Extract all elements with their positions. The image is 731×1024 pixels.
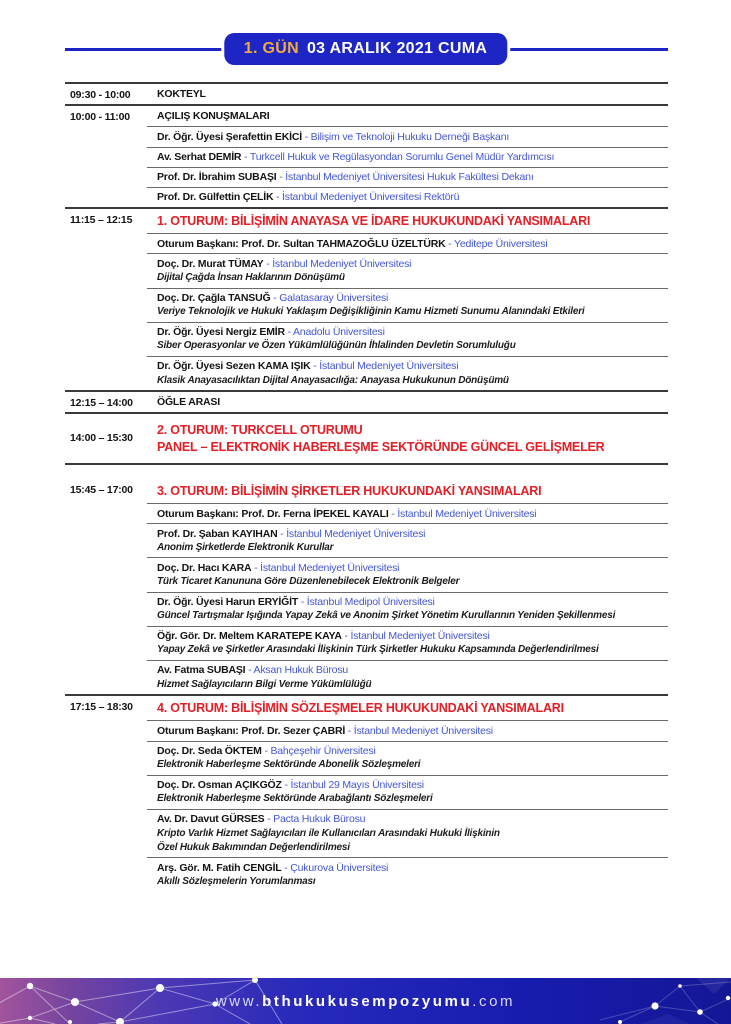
speaker-affiliation: - İstanbul Medeniyet Üniversitesi	[345, 724, 493, 737]
speaker-affiliation: - Yeditepe Üniversitesi	[445, 237, 548, 250]
row-title	[147, 84, 668, 104]
talk-title: Güncel Tartışmalar Işığında Yapay Zekâ ve Anonim Şirket Yönetim Kurullarının Yeniden Şekillenmesi	[157, 610, 616, 622]
speaker-line	[157, 507, 668, 521]
row-title-line: PANEL – ELEKTRONİK HABERLEŞME SEKTÖRÜNDE GÜNCEL GELİŞMELER	[157, 439, 605, 454]
speaker-affiliation: - İstanbul Medeniyet Üniversitesi Rektörü	[273, 191, 460, 204]
speaker-name: Av. Fatma SUBAŞI	[157, 664, 246, 677]
speaker-line	[157, 150, 668, 164]
day-label: 1. GÜN	[243, 40, 299, 57]
talk-title: Elektronik Haberleşme Sektöründe Arabağlantı Sözleşmeleri	[157, 793, 433, 805]
row-title	[147, 696, 668, 720]
row-title-line: ÖĞLE ARASI	[157, 396, 220, 409]
speaker-entry	[147, 126, 668, 146]
time-label: 15:45 – 17:00	[70, 483, 133, 496]
speaker-name: Dr. Öğr. Üyesi Harun ERYİĞİT	[157, 596, 299, 609]
talk-title: Özel Hukuk Bakımından Değerlendirilmesi	[157, 841, 350, 853]
talk-title: Klasik Anayasacılıktan Dijital Anayasacılığa: Anayasa Hukukunun Dönüşümü	[157, 374, 509, 386]
speaker-affiliation: - Pacta Hukuk Bürosu	[264, 813, 366, 826]
schedule-row	[65, 412, 668, 465]
speaker-entry	[147, 857, 668, 891]
speaker-entry	[147, 720, 668, 740]
speaker-affiliation: - İstanbul Medeniyet Üniversitesi	[388, 507, 537, 520]
speaker-affiliation: - Galatasaray Üniversitesi	[270, 292, 389, 305]
speaker-line	[157, 778, 668, 792]
speaker-affiliation: - Aksan Hukuk Bürosu	[245, 664, 349, 677]
speaker-name: Dr. Öğr. Üyesi Sezen KAMA IŞIK	[157, 360, 311, 373]
footer-url-prefix: www.	[215, 992, 263, 1010]
row-content	[147, 84, 668, 104]
speaker-affiliation: - İstanbul Medeniyet Üniversitesi	[310, 360, 459, 373]
speaker-name: Öğr. Gör. Dr. Meltem KARATEPE KAYA	[157, 630, 342, 643]
speaker-affiliation: - İstanbul Medeniyet Üniversitesi	[251, 561, 400, 574]
footer-banner	[0, 978, 731, 1024]
schedule-table	[65, 82, 668, 891]
row-title	[147, 209, 668, 233]
speaker-line	[157, 237, 668, 251]
speaker-entry	[147, 660, 668, 694]
speaker-line	[157, 257, 668, 271]
speaker-line	[157, 744, 668, 758]
speaker-name: Av. Serhat DEMİR	[157, 151, 242, 164]
speaker-entry	[147, 557, 668, 591]
speaker-name: Doç. Dr. Seda ÖKTEM	[157, 745, 262, 758]
speaker-line	[157, 291, 668, 305]
row-title	[147, 479, 668, 503]
row-title	[147, 392, 668, 412]
time-label: 09:30 - 10:00	[70, 89, 131, 101]
schedule-row	[65, 390, 668, 412]
speaker-name: Doç. Dr. Osman AÇIKGÖZ	[157, 779, 282, 792]
row-title-line: AÇILIŞ KONUŞMALARI	[157, 110, 270, 123]
speaker-line	[157, 561, 668, 575]
speaker-entry	[147, 592, 668, 626]
schedule-row	[65, 479, 668, 694]
speaker-name: Dr. Öğr. Üyesi Nergiz EMİR	[157, 326, 285, 339]
footer-url-suffix: .com	[472, 992, 516, 1010]
talk-title: Elektronik Haberleşme Sektöründe Abonelik Sözleşmeleri	[157, 759, 421, 771]
row-title-line: 2. OTURUM: TURKCELL OTURUMU	[157, 423, 363, 438]
speaker-affiliation: - İstanbul Medeniyet Üniversitesi	[341, 630, 490, 643]
time-label: 17:15 – 18:30	[70, 701, 133, 714]
speaker-entry	[147, 523, 668, 557]
row-content	[147, 414, 668, 463]
speaker-line	[157, 170, 668, 184]
speaker-name: Oturum Başkanı: Prof. Dr. Sultan TAHMAZOĞLU ÜZELTÜRK	[157, 237, 446, 250]
row-title-line: 1. OTURUM: BİLİŞİMİN ANAYASA VE İDARE HUKUKUNDAKİ YANSIMALARI	[157, 214, 591, 229]
footer-url-main: bthukukusempozyumu	[262, 992, 473, 1010]
speaker-line	[157, 663, 668, 677]
speaker-affiliation: - İstanbul Medeniyet Üniversitesi Hukuk Fakültesi Dekanı	[276, 171, 534, 184]
row-title-line: 4. OTURUM: BİLİŞİMİN SÖZLEŞMELER HUKUKUNDAKİ YANSIMALARI	[157, 701, 564, 716]
speaker-line	[157, 359, 668, 373]
speaker-line	[157, 325, 668, 339]
speaker-affiliation: - Turkcell Hukuk ve Regülasyondan Sorumlu Genel Müdür Yardımcısı	[241, 151, 555, 164]
schedule-row	[65, 207, 668, 390]
schedule-row	[65, 82, 668, 104]
speaker-entry	[147, 147, 668, 167]
speaker-line	[157, 190, 668, 204]
day-badge	[224, 33, 507, 65]
speaker-entry	[147, 187, 668, 207]
speaker-name: Oturum Başkanı: Prof. Dr. Sezer ÇABRİ	[157, 724, 346, 737]
speaker-entry	[147, 356, 668, 390]
speaker-name: Doç. Dr. Murat TÜMAY	[157, 257, 264, 270]
speaker-name: Prof. Dr. Gülfettin ÇELİK	[157, 191, 274, 204]
speaker-entry	[147, 741, 668, 775]
time-label: 11:15 – 12:15	[70, 214, 133, 227]
speaker-entry	[147, 322, 668, 356]
speaker-name: Prof. Dr. Şaban KAYIHAN	[157, 527, 278, 540]
talk-title: Dijital Çağda İnsan Haklarının Dönüşümü	[157, 272, 345, 284]
speaker-line	[157, 130, 668, 144]
footer-url	[216, 993, 515, 1010]
speaker-affiliation: - İstanbul Medeniyet Üniversitesi	[277, 527, 426, 540]
talk-title: Anonim Şirketlerde Elektronik Kurullar	[157, 541, 334, 553]
schedule-row	[65, 694, 668, 891]
talk-title: Siber Operasyonlar ve Özen Yükümlülüğünün İhlalinden Devletin Sorumluluğu	[157, 340, 516, 352]
talk-title: Veriye Teknolojik ve Hukuki Yaklaşım Değişikliğinin Kamu Hizmeti Sunumu Alanındaki Etkileri	[157, 306, 585, 318]
row-title	[147, 106, 668, 126]
row-content	[147, 479, 668, 694]
speaker-entry	[147, 626, 668, 660]
speaker-entry	[147, 253, 668, 287]
speaker-affiliation: - Anadolu Üniversitesi	[284, 326, 385, 339]
talk-title: Yapay Zekâ ve Şirketler Arasındaki İlişkinin Türk Şirketler Hukuku Kapsamında Değerlendirilmesi	[157, 644, 599, 656]
speaker-name: Dr. Öğr. Üyesi Şerafettin EKİCİ	[157, 130, 302, 143]
row-content	[147, 696, 668, 891]
row-title-line: 3. OTURUM: BİLİŞİMİN ŞİRKETLER HUKUKUNDAKİ YANSIMALARI	[157, 483, 542, 498]
speaker-name: Arş. Gör. M. Fatih CENGİL	[157, 861, 282, 874]
time-label: 14:00 – 15:30	[70, 432, 133, 445]
row-content	[147, 392, 668, 412]
speaker-affiliation: - Bahçeşehir Üniversitesi	[261, 745, 376, 758]
time-label: 12:15 – 14:00	[70, 397, 133, 410]
schedule-row	[65, 104, 668, 207]
speaker-entry	[147, 167, 668, 187]
row-content	[147, 209, 668, 390]
speaker-name: Av. Dr. Davut GÜRSES	[157, 813, 265, 826]
speaker-line	[157, 861, 668, 875]
speaker-line	[157, 595, 668, 609]
speaker-entry	[147, 809, 668, 857]
page-header	[0, 0, 731, 70]
row-content	[147, 106, 668, 207]
speaker-affiliation: - İstanbul 29 Mayıs Üniversitesi	[281, 779, 424, 792]
speaker-entry	[147, 288, 668, 322]
speaker-name: Prof. Dr. İbrahim SUBAŞI	[157, 171, 277, 184]
speaker-affiliation: - İstanbul Medeniyet Üniversitesi	[263, 257, 412, 270]
row-title	[147, 414, 668, 463]
speaker-line	[157, 629, 668, 643]
talk-title: Akıllı Sözleşmelerin Yorumlanması	[157, 875, 316, 887]
speaker-name: Doç. Dr. Çağla TANSUĞ	[157, 292, 271, 305]
date-label: 03 ARALIK 2021 CUMA	[306, 40, 488, 57]
talk-title: Türk Ticaret Kanununa Göre Düzenlenebilecek Elektronik Belgeler	[157, 576, 460, 588]
talk-title: Hizmet Sağlayıcıların Bilgi Verme Yükümlülüğü	[157, 678, 372, 690]
speaker-line	[157, 724, 668, 738]
speaker-entry	[147, 233, 668, 253]
talk-title: Kripto Varlık Hizmet Sağlayıcıları ile Kullanıcıları Arasındaki Hukuki İlişkinin	[157, 827, 500, 839]
speaker-line	[157, 527, 668, 541]
speaker-entry	[147, 775, 668, 809]
speaker-line	[157, 812, 668, 826]
speaker-affiliation: - Bilişim ve Teknoloji Hukuku Derneği Başkanı	[301, 130, 510, 143]
time-label: 10:00 - 11:00	[70, 111, 130, 124]
speaker-affiliation: - İstanbul Medipol Üniversitesi	[298, 596, 435, 609]
speaker-name: Doç. Dr. Hacı KARA	[157, 561, 252, 574]
row-title-line: KOKTEYL	[157, 88, 206, 100]
speaker-name: Oturum Başkanı: Prof. Dr. Ferna İPEKEL KAYALI	[157, 507, 389, 520]
speaker-affiliation: - Çukurova Üniversitesi	[281, 861, 389, 874]
speaker-entry	[147, 503, 668, 523]
